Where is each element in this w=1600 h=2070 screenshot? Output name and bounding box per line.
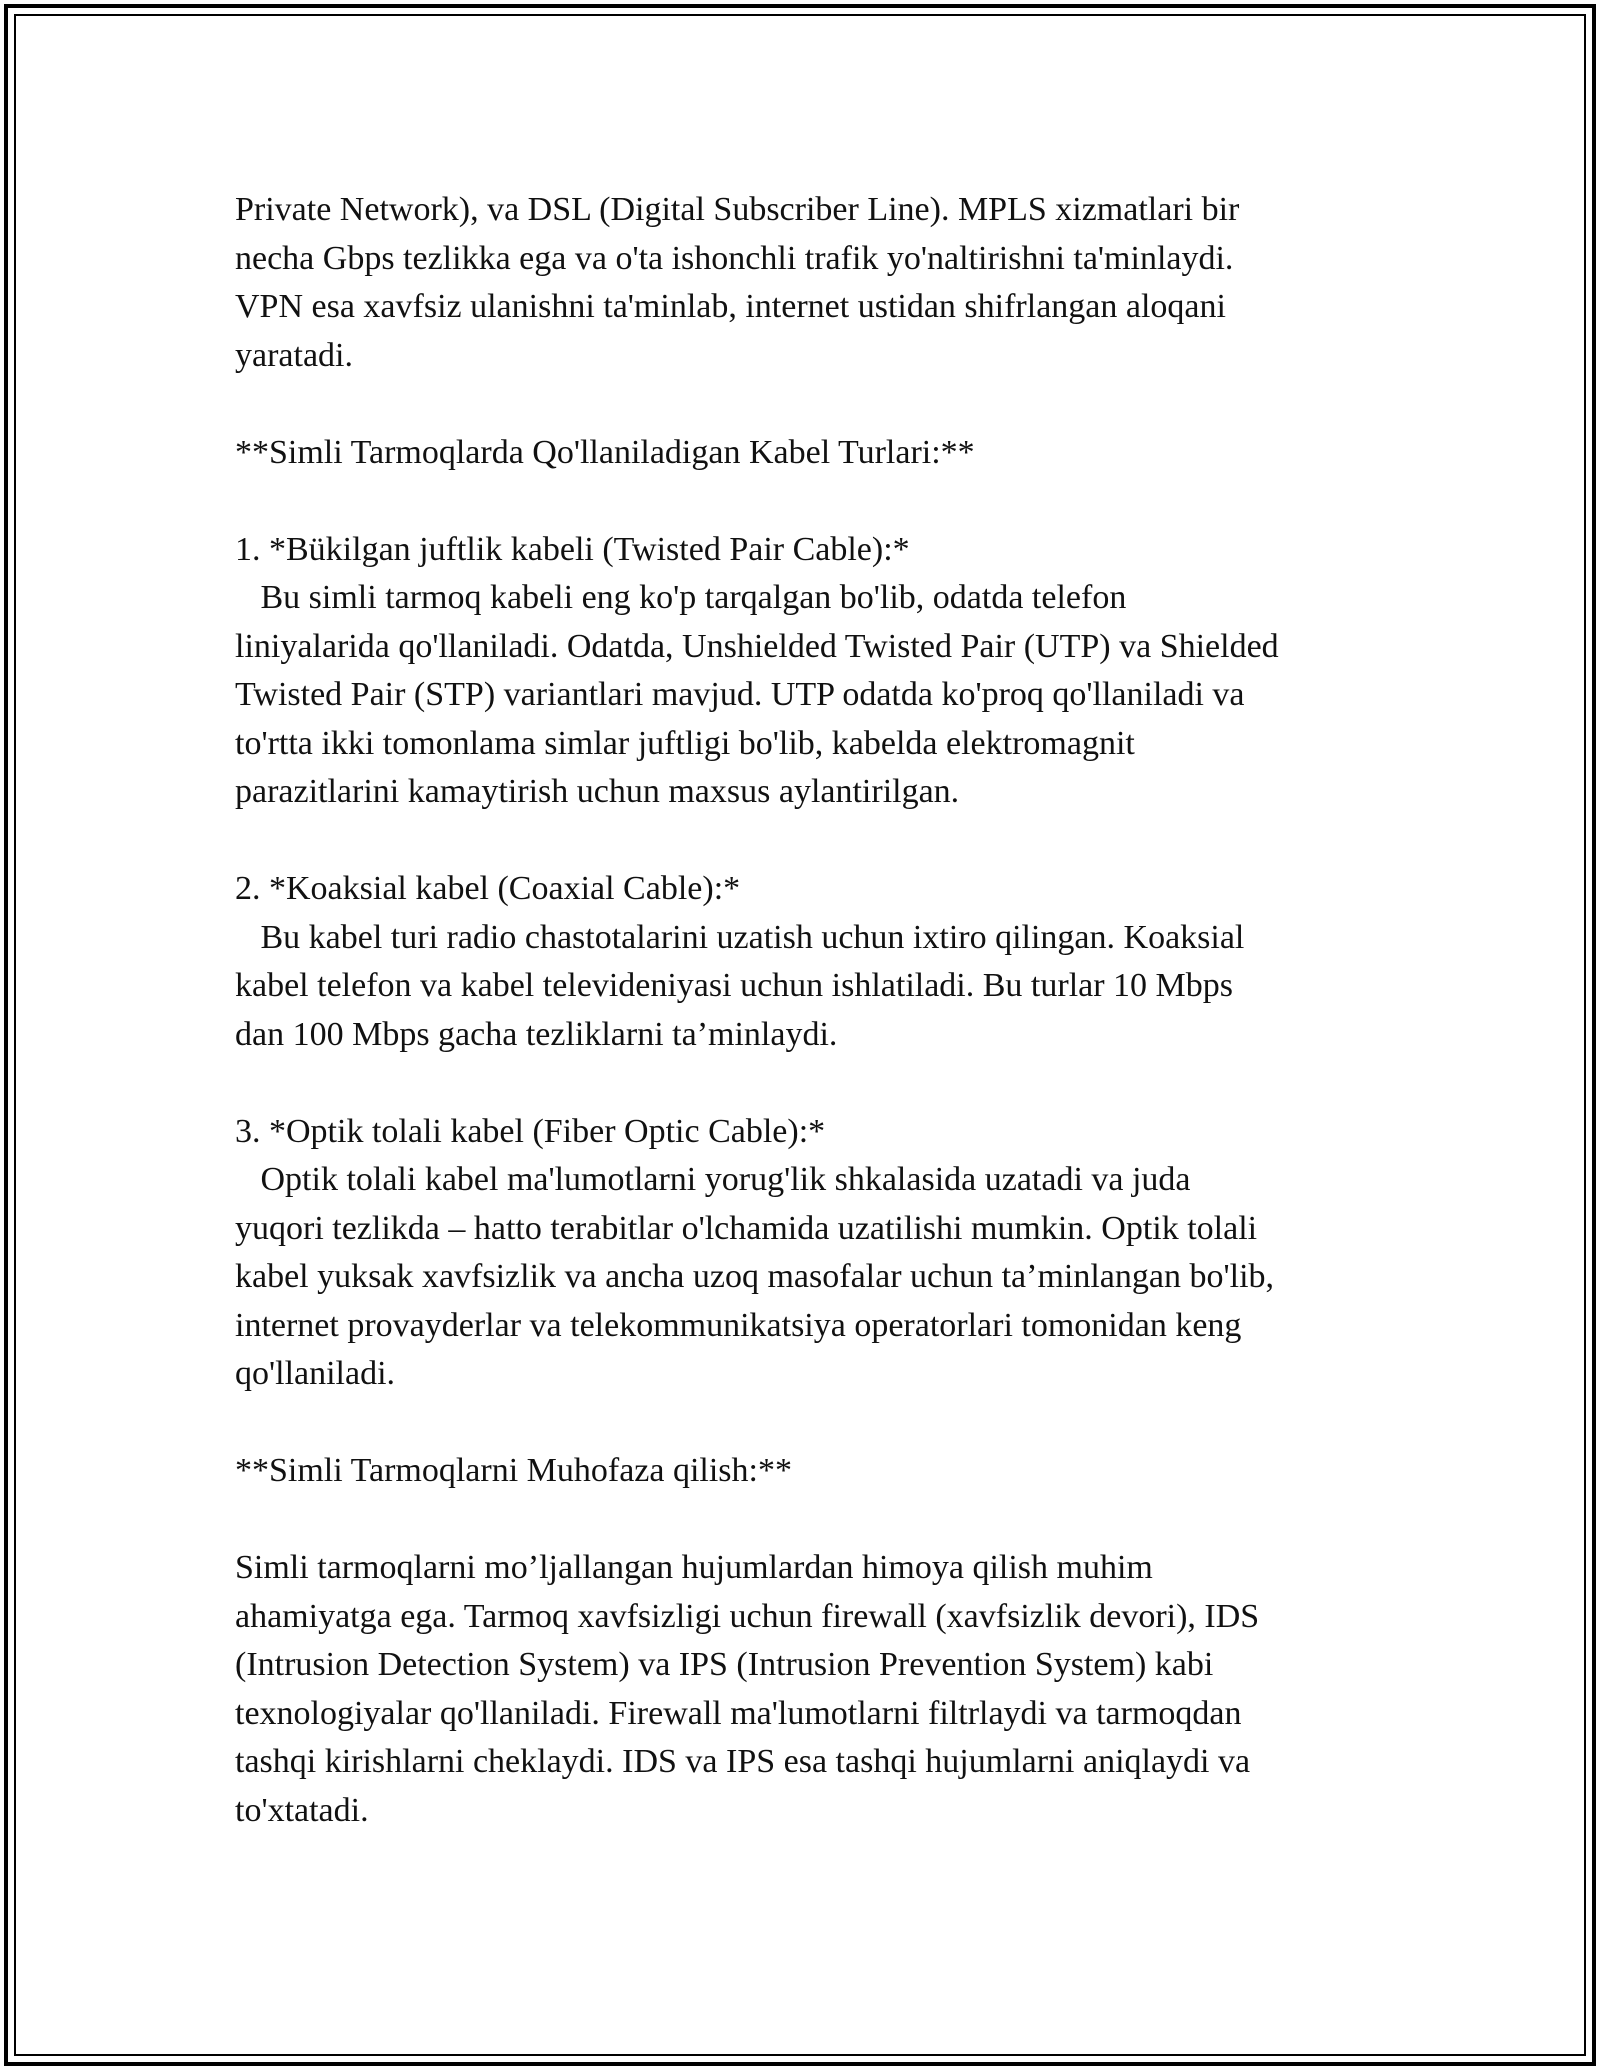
spacer [235,1496,1375,1545]
list-item-body-coaxial: Bu kabel turi radio chastotalarini uzatish uchun ixtiro qilingan. Koaksial kabel telefon va kabel televideniyasi uchun ishlatiladi. Bu turlar 10 Mbps dan 100 Mbps gacha tezliklarni ta’minlaydi. [235,918,1245,1053]
list-item-title-fiber-optic: 3. *Optik tolali kabel (Fiber Optic Cable):* [235,1112,826,1150]
document-body [235,186,1375,1835]
intro-paragraph: Private Network), va DSL (Digital Subscriber Line). MPLS xizmatlari bir necha Gbps tezlikka ega va o'ta ishonchli trafik yo'naltirishni ta'minlaydi. VPN esa xavfsiz ulanishni ta'minlab, internet ustidan shifrlangan aloqani yaratadi. [235,191,1240,374]
section-heading-cable-types: **Simli Tarmoqlarda Qo'llaniladigan Kabel Turlari:** [235,433,975,471]
spacer [235,1059,1375,1108]
list-item-title-coaxial: 2. *Koaksial kabel (Coaxial Cable):* [235,870,741,907]
spacer [235,477,1375,526]
list-item-title-twisted-pair: 1. *Bükilgan juftlik kabeli (Twisted Pair Cable):* [235,530,910,568]
spacer [235,817,1375,866]
spacer [235,1399,1375,1448]
list-item-body-twisted-pair: Bu simli tarmoq kabeli eng ko'p tarqalgan bo'lib, odatda telefon liniyalarida qo'llaniladi. Odatda, Unshielded Twisted Pair (UTP) va Shielded Twisted Pair (STP) variantlari mavjud. UTP odatda ko'proq qo'llaniladi va to'rtta ikki tomonlama simlar juftligi bo'lib, kabelda elektromagnit parazitlarini kamaytirish uchun maxsus aylantirilgan. [235,579,1279,810]
spacer [235,380,1375,429]
section-heading-protection: **Simli Tarmoqlarni Muhofaza qilish:** [235,1452,792,1489]
list-item-body-fiber-optic: Optik tolali kabel ma'lumotlarni yorug'lik shkalasida uzatadi va juda yuqori tezlikda – hatto terabitlar o'lchamida uzatilishi mumkin. Optik tolali kabel yuksak xavfsizlik va ancha uzoq masofalar uchun ta’minlangan bo'lib, internet provayderlar va telekommunikatsiya operatorlari tomonidan keng qo'llaniladi. [235,1161,1275,1392]
protection-paragraph: Simli tarmoqlarni mo’ljallangan hujumlardan himoya qilish muhim ahamiyatga ega. Tarmoq xavfsizligi uchun firewall (xavfsizlik devori), IDS (Intrusion Detection System) va IPS (Intrusion Prevention System) kabi texnologiyalar qo'llaniladi. Firewall ma'lumotlarni filtrlaydi va tarmoqdan tashqi kirishlarni cheklaydi. IDS va IPS esa tashqi hujumlarni aniqlaydi va to'xtatadi. [235,1549,1260,1829]
